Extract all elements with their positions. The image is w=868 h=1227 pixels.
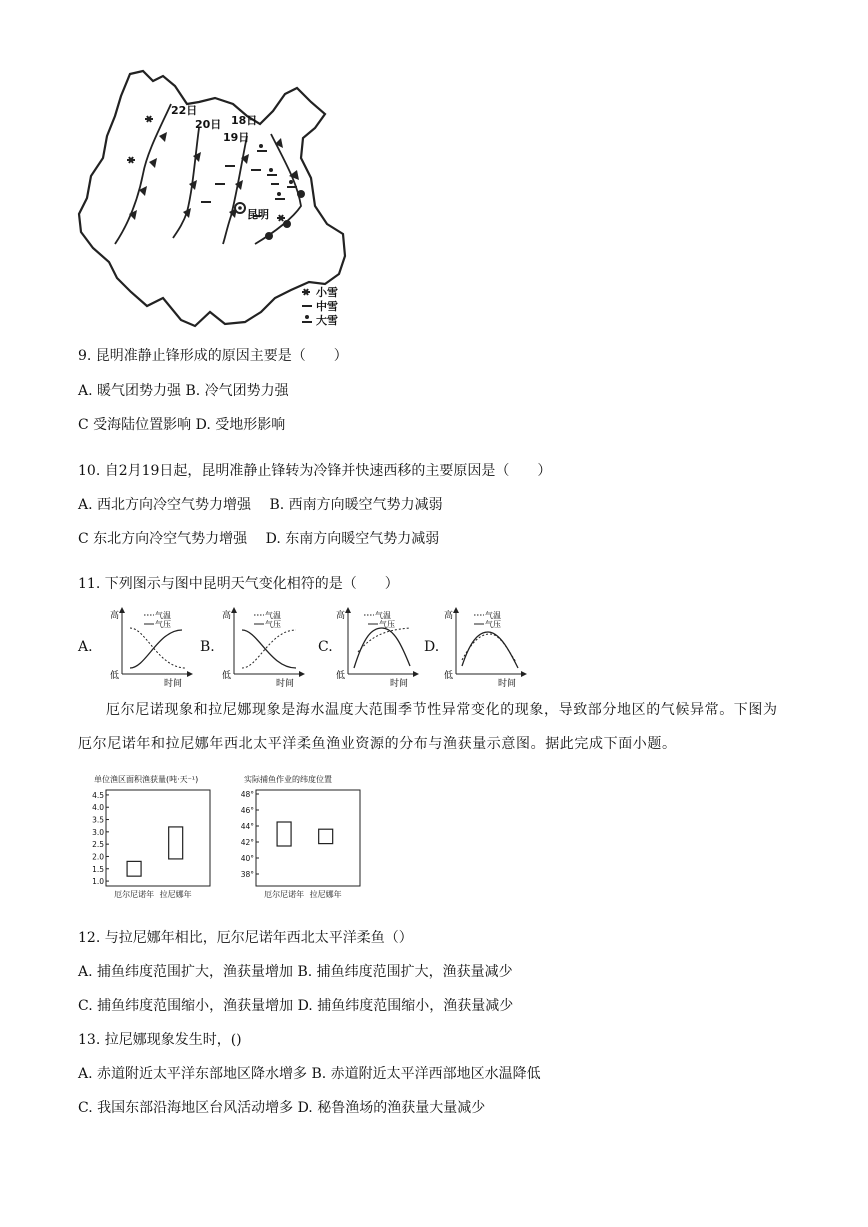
legend-light-snow: 小雪 xyxy=(316,286,338,299)
chart-title: 单位渔区面积渔获量(吨·天⁻¹) xyxy=(94,775,199,784)
axis-high: 高 xyxy=(444,611,454,621)
snow-symbols xyxy=(127,116,285,221)
kunming-label: 昆明 xyxy=(247,208,269,221)
y-tick-label: 3.0 xyxy=(92,827,104,837)
legend-moderate-snow: 中雪 xyxy=(316,300,338,313)
legend-temp: 气温 xyxy=(375,611,391,620)
legend-pressure: 气压 xyxy=(155,620,171,629)
q11-option-d-label: D. xyxy=(424,639,440,655)
q11-option-c-label: C. xyxy=(318,639,333,655)
q10-stem: 10. 自2月19日起，昆明准静止锋转为冷锋并快速西移的主要原因是（ ） xyxy=(78,463,552,479)
q11-graph-b xyxy=(222,609,302,688)
front-line-22 xyxy=(115,104,171,244)
y-tick-label: 4.5 xyxy=(92,790,104,800)
x-category-label: 厄尔尼诺年 xyxy=(264,890,305,899)
q11-option-b-label: B. xyxy=(200,639,215,655)
x-category-label: 厄尔尼诺年 xyxy=(114,890,155,899)
legend-pressure: 气压 xyxy=(485,620,501,629)
axis-time: 时间 xyxy=(276,679,295,688)
yunnan-snow-map xyxy=(75,66,350,332)
province-outline xyxy=(79,71,345,326)
axis-high: 高 xyxy=(222,611,232,621)
q11-option-a-label: A. xyxy=(78,639,93,655)
date-label-20: 20日 xyxy=(195,118,222,131)
legend-temp: 气温 xyxy=(155,611,171,620)
y-tick-label: 40° xyxy=(240,854,254,863)
q11-graph-c xyxy=(336,609,416,688)
chart-frame xyxy=(106,790,210,886)
y-tick-label: 42° xyxy=(240,838,254,847)
y-tick-label: 4.0 xyxy=(92,803,104,813)
date-label-18: 18日 xyxy=(231,114,258,127)
legend-pressure: 气压 xyxy=(379,620,395,629)
q9-options-ab: A. 暖气团势力强 B. 冷气团势力强 xyxy=(78,383,289,399)
q11-graph-d xyxy=(444,609,524,688)
axis-low: 低 xyxy=(444,671,454,681)
range-bar xyxy=(277,822,291,846)
q9-options-cd: C 受海陆位置影响 D. 受地形影响 xyxy=(78,417,286,433)
q12-options-ab: A. 捕鱼纬度范围扩大，渔获量增加 B. 捕鱼纬度范围扩大，渔获量减少 xyxy=(78,964,513,980)
axis-time: 时间 xyxy=(390,679,409,688)
legend-temp: 气温 xyxy=(485,611,501,620)
passage: 厄尔尼诺现象和拉尼娜现象是海水温度大范围季节性异常变化的现象，导致部分地区的气候异常。下图为厄尔尼诺年和拉尼娜年西北太平洋柔鱼渔业资源的分布与渔获量示意图。据此完成下面小题。 xyxy=(78,702,778,752)
q11-graphs xyxy=(100,606,530,688)
q10-options-ab: A. 西北方向冷空气势力增强 B. 西南方向暖空气势力减弱 xyxy=(78,497,443,513)
range-bar xyxy=(127,861,141,876)
y-tick-label: 1.5 xyxy=(92,864,104,874)
q11-stem: 11. 下列图示与图中昆明天气变化相符的是（ ） xyxy=(78,576,399,592)
legend-heavy-snow: 大雪 xyxy=(316,314,338,327)
q9-stem: 9. 昆明准静止锋形成的原因主要是（ ） xyxy=(78,348,348,364)
date-label-19: 19日 xyxy=(223,131,250,144)
q10-options-cd: C 东北方向冷空气势力增强 D. 东南方向暖空气势力减弱 xyxy=(78,531,440,547)
chart-title: 实际捕鱼作业的纬度位置 xyxy=(244,775,332,784)
y-tick-label: 44° xyxy=(240,822,254,831)
axis-time: 时间 xyxy=(498,679,517,688)
axis-low: 低 xyxy=(336,671,346,681)
x-category-label: 拉尼娜年 xyxy=(159,890,192,899)
axis-high: 高 xyxy=(336,611,346,621)
q12-stem: 12. 与拉尼娜年相比，厄尔尼诺年西北太平洋柔鱼（） xyxy=(78,930,413,946)
q13-stem: 13. 拉尼娜现象发生时，() xyxy=(78,1032,242,1048)
y-tick-label: 46° xyxy=(240,806,254,815)
q13-options-ab: A. 赤道附近太平洋东部地区降水增多 B. 赤道附近太平洋西部地区水温降低 xyxy=(78,1066,541,1082)
y-tick-label: 2.0 xyxy=(92,852,104,862)
range-bar xyxy=(169,827,183,859)
legend-pressure: 气压 xyxy=(265,620,281,629)
map-legend xyxy=(302,289,312,306)
axis-high: 高 xyxy=(110,611,120,621)
q13-options-cd: C. 我国东部沿海地区台风活动增多 D. 秘鲁渔场的渔获量大量减少 xyxy=(78,1100,486,1116)
front-line-19 xyxy=(223,136,247,244)
y-tick-label: 38° xyxy=(240,870,254,879)
catch-per-area-chart xyxy=(86,772,216,908)
axis-time: 时间 xyxy=(164,679,183,688)
date-label-22: 22日 xyxy=(171,104,198,117)
legend-temp: 气温 xyxy=(265,611,281,620)
x-category-label: 拉尼娜年 xyxy=(309,890,342,899)
y-tick-label: 3.5 xyxy=(92,815,104,825)
y-tick-label: 2.5 xyxy=(92,840,104,850)
range-bar xyxy=(319,829,333,843)
y-tick-label: 48° xyxy=(240,790,254,799)
y-tick-label: 1.0 xyxy=(92,877,104,887)
axis-low: 低 xyxy=(222,671,232,681)
q11-graph-a xyxy=(110,609,190,688)
fishing-latitude-chart xyxy=(236,772,366,908)
q12-options-cd: C. 捕鱼纬度范围缩小，渔获量增加 D. 捕鱼纬度范围缩小，渔获量减少 xyxy=(78,998,514,1014)
chart-frame xyxy=(256,790,360,886)
heavy-snow-symbols xyxy=(257,144,297,200)
axis-low: 低 xyxy=(110,671,120,681)
